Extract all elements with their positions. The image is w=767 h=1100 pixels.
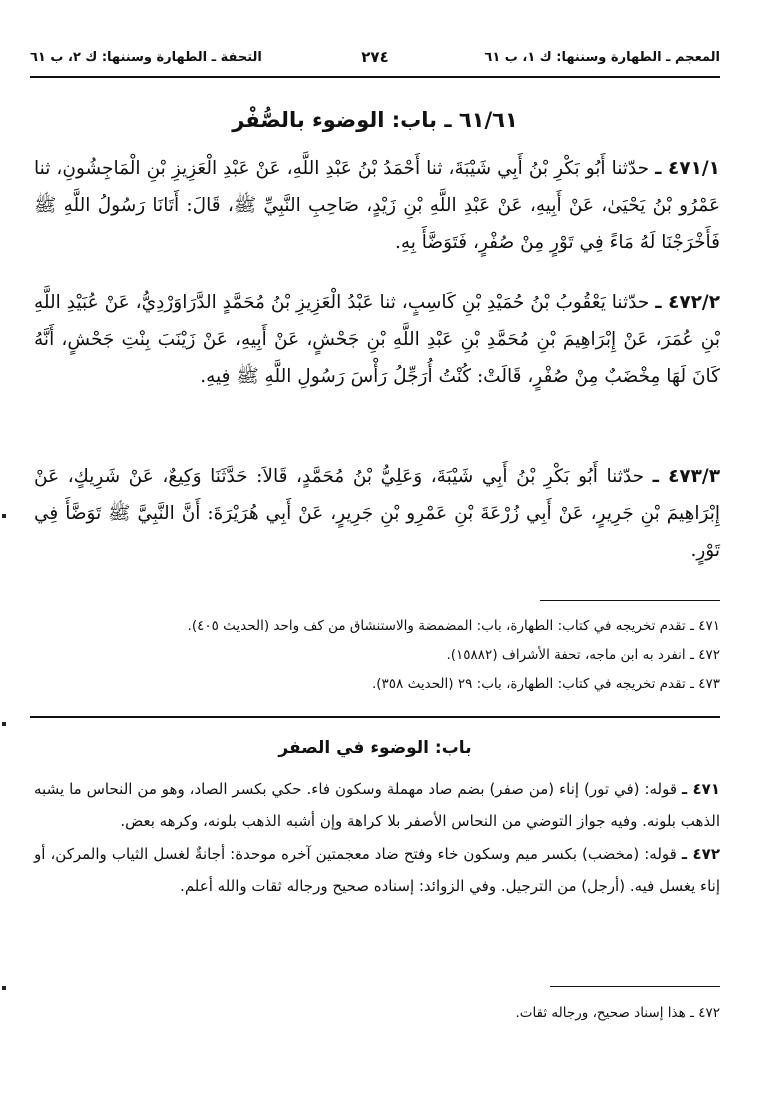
commentary-text: قوله: (في تور) إناء (من صفر) بضم صاد مهملة وسكون فاء. حكي بكسر الصاد، وهو من النحاس ما يشبه الذهب بلونه. وفيه جواز التوضي من النحاس الأصفر بلا كراهة وإن أشبه الذهب بلونه، وكرهه بعض. [34, 780, 720, 830]
takhrij-note: ٤٧٣ ـ تقدم تخريجه في كتاب: الطهارة، باب: ٢٩ (الحديث ٣٥٨). [371, 676, 720, 692]
footnote-divider [540, 600, 720, 601]
takhrij-note: ٤٧٢ ـ انفرد به ابن ماجه، تحفة الأشراف (١٥٨٨٢). [446, 647, 720, 663]
commentary-text: قوله: (مخضب) بكسر ميم وسكون خاء وفتح ضاد معجمتين آخره موحدة: أجانةٌ لغسل الثياب والمركن، أو إناء يغسل فيه. (أرجل) من الترجيل. وفي الزوائد: إسناده صحيح ورجاله ثقات والله أعلم. [34, 845, 720, 895]
commentary-body [34, 774, 720, 904]
takhrij-note: ٤٧١ ـ تقدم تخريجه في كتاب: الطهارة، باب: المضمضة والاستنشاق من كف واحد (الحديث ٤٠٥). [187, 618, 720, 634]
page-number: ٢٧٤ [361, 48, 389, 66]
bottom-note-divider [550, 986, 720, 987]
commentary-paragraph [34, 774, 720, 837]
commentary-number: ٤٧١ ـ [681, 780, 720, 798]
margin-mark [2, 514, 6, 518]
running-header [30, 44, 720, 72]
header-right-reference: المعجم ـ الطهارة وسننها: ك ١، ب ٦١ [484, 50, 720, 65]
takhrij-notes [34, 612, 720, 699]
header-left-reference: التحفة ـ الطهارة وسننها: ك ٢، ب ٦١ [30, 50, 262, 65]
margin-mark [2, 986, 6, 990]
commentary-divider [30, 716, 720, 718]
header-divider [30, 76, 720, 78]
margin-mark [2, 722, 6, 726]
bottom-note: ٤٧٢ ـ هذا إسناد صحيح، ورجاله ثقات. [515, 1005, 720, 1021]
commentary-title: باب: الوضوء في الصفر [278, 738, 472, 758]
hadith-text: حدّثنا أَبُو بَكْرِ بْنُ أَبِي شَيْبَةَ، ثنا أَحْمَدُ بْنُ عَبْدِ اللَّهِ، عَنْ عَبْدِ الْعَزِيزِ بْنِ الْمَاجِشُونِ، ثنا عَمْرُو بْنُ يَحْيَىٰ، عَنْ أَبِيهِ، عَنْ عَبْدِ اللَّهِ بْنِ زَيْدٍ، صَاحِبِ النَّبِيِّ ﷺ، قَالَ: أَتَانَا رَسُولُ اللَّهِ ﷺ فَأَخْرَجْنَا لَهُ مَاءً فِي تَوْرٍ مِنْ صُفْرٍ، فَتَوَضَّأَ بِهِ. [34, 158, 720, 253]
commentary-number: ٤٧٢ ـ [681, 845, 720, 863]
chapter-title: ٦١/٦١ ـ باب: الوضوء بالصُّفْر [232, 108, 518, 132]
hadith-number: ٤٧٣/٣ ـ [652, 466, 720, 487]
hadith-number: ٤٧١/١ ـ [655, 158, 720, 179]
hadith-paragraph [34, 284, 720, 395]
hadith-paragraph [34, 150, 720, 261]
hadith-text: حدّثنا أَبُو بَكْرِ بْنُ أَبِي شَيْبَةَ، وَعَلِيُّ بْنُ مُحَمَّدٍ، قَالاَ: حَدَّثَنَا وَكِيعٌ، عَنْ شَرِيكٍ، عَنْ إِبْرَاهِيمَ بْنِ جَرِيرٍ، عَنْ أَبِي زُرْعَةَ بْنِ عَمْرِو بْنِ جَرِيرٍ، عَنْ أَبِي هُرَيْرَةَ: أَنَّ النَّبِيَّ ﷺ تَوَضَّأَ فِي تَوْرٍ. [34, 466, 720, 561]
hadith-text: حدّثنا يَعْقُوبُ بْنُ حُمَيْدِ بْنِ كَاسِبٍ، ثنا عَبْدُ الْعَزِيزِ بْنُ مُحَمَّدٍ الدَّرَاوَرْدِيُّ، عَنْ عُبَيْدِ اللَّهِ بْنِ عُمَرَ، عَنْ إِبْرَاهِيمَ بْنِ مُحَمَّدِ بْنِ عَبْدِ اللَّهِ بْنِ جَحْشٍ، عَنْ أَبِيهِ، عَنْ زَيْنَبَ بِنْتِ جَحْشٍ، أَنَّهُ كَانَ لَهَا مِخْضَبٌ مِنْ صُفْرٍ، قَالَتْ: كُنْتُ أُرَجِّلُ رَأْسَ رَسُولِ اللَّهِ ﷺ فِيهِ. [34, 292, 720, 387]
hadith-paragraph [34, 458, 720, 569]
commentary-paragraph [34, 839, 720, 902]
hadith-number: ٤٧٢/٢ ـ [655, 292, 720, 313]
